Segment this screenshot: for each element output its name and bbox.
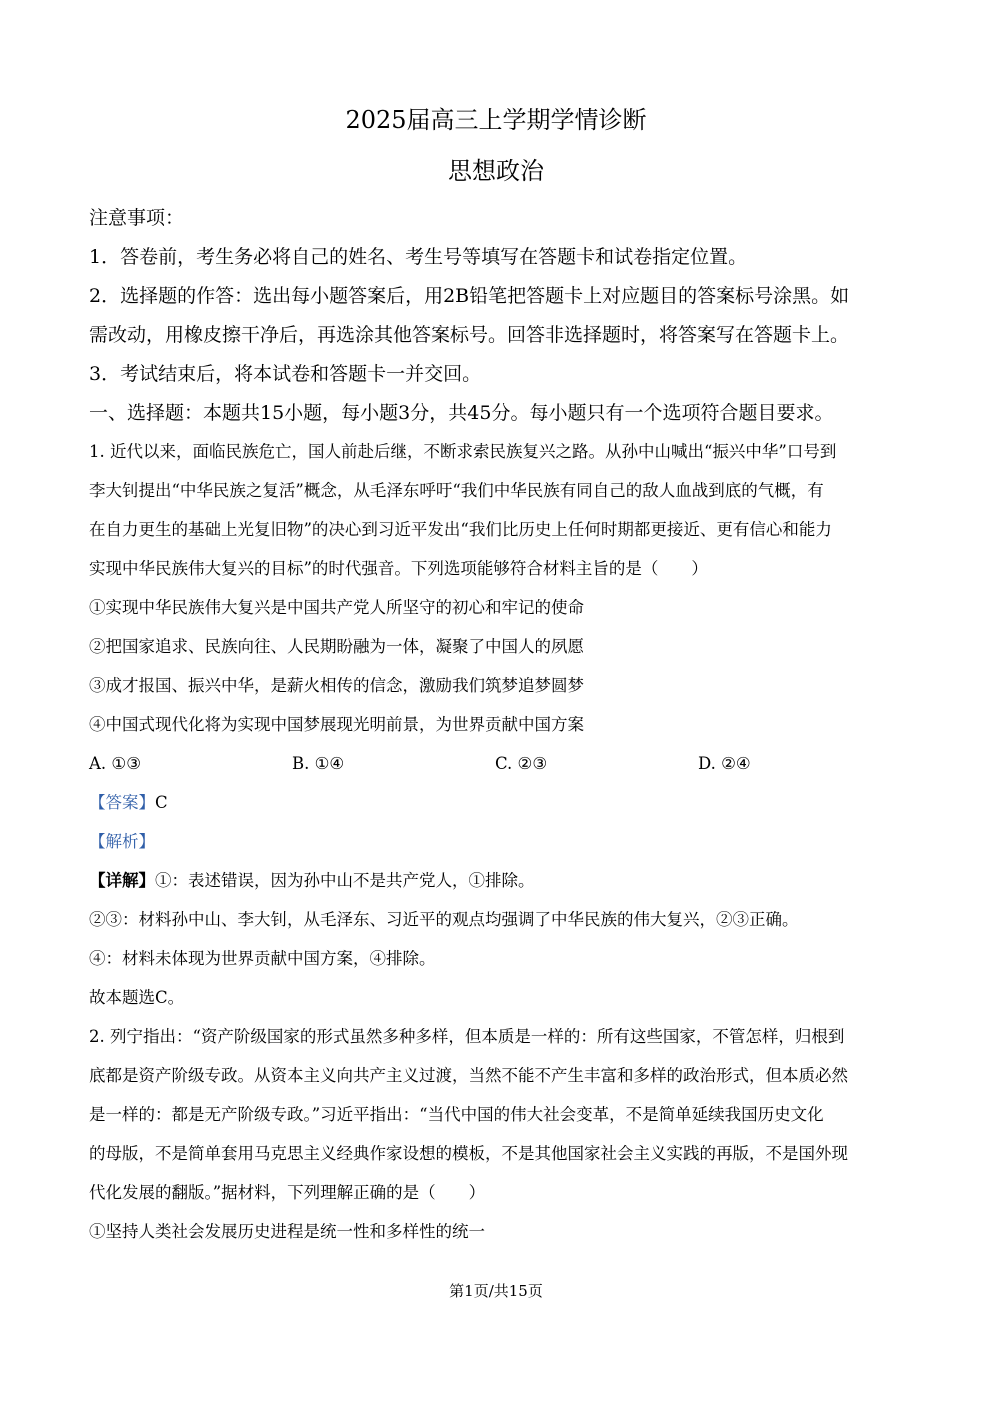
detail-text-1: ①：表述错误，因为孙中山不是共产党人，①排除。 — [155, 871, 535, 890]
analysis-label: 【解析】 — [89, 832, 155, 851]
q2-statement-1: ①坚持人类社会发展历史进程是统一性和多样性的统一 — [89, 1222, 485, 1241]
q1-option-c: C. ②③ — [495, 754, 548, 773]
detail-label: 【详解】 — [89, 871, 155, 890]
notice-item-1: 1．答卷前，考生务必将自己的姓名、考生号等填写在答题卡和试卷指定位置。 — [89, 246, 748, 268]
q1-conclusion: 故本题选C。 — [89, 988, 185, 1007]
q1-option-a: A. ①③ — [89, 754, 141, 773]
answer-label: 【答案】 — [89, 793, 155, 812]
q1-answer — [89, 791, 901, 815]
q1-detail-line-2: ②③：材料孙中山、李大钊，从毛泽东、习近平的观点均强调了中华民族的伟大复兴，②③正确。 — [89, 910, 799, 929]
q2-stem-line-3: 是一样的：都是无产阶级专政。”习近平指出：“当代中国的伟大社会变革，不是简单延续我国历史文化 — [89, 1105, 824, 1124]
notice-heading: 注意事项： — [89, 207, 185, 229]
section-heading: 一、选择题：本题共15小题，每小题3分，共45分。每小题只有一个选项符合题目要求。 — [89, 402, 834, 424]
answer-value: C — [155, 793, 168, 812]
q1-statement-2: ②把国家追求、民族向往、人民期盼融为一体，凝聚了中国人的夙愿 — [89, 637, 584, 656]
q1-option-b: B. ①④ — [292, 754, 345, 773]
q1-stem-line-1: 1. 近代以来，面临民族危亡，国人前赴后继，不断求索民族复兴之路。从孙中山喊出“振兴中华”口号到 — [89, 442, 837, 461]
exam-title: 2025届高三上学期学情诊断 — [345, 106, 647, 134]
q2-stem-line-1: 2. 列宁指出：“资产阶级国家的形式虽然多种多样，但本质是一样的：所有这些国家，不管怎样，归根到 — [89, 1027, 845, 1046]
q1-option-d: D. ②④ — [698, 754, 751, 773]
q1-stem-line-4: 实现中华民族伟大复兴的目标”的时代强音。下列选项能够符合材料主旨的是（ ） — [89, 559, 708, 578]
q1-stem-line-2: 李大钊提出“中华民族之复活”概念，从毛泽东呼吁“我们中华民族有同自己的敌人血战到底的气概，有 — [89, 481, 824, 500]
q1-detail-line-1 — [89, 869, 901, 893]
q2-stem-line-5: 代化发展的翻版。”据材料，下列理解正确的是（ ） — [89, 1183, 486, 1202]
page-number: 第1页/共15页 — [449, 1282, 543, 1300]
notice-item-2-line-1: 2．选择题的作答：选出每小题答案后，用2B铅笔把答题卡上对应题目的答案标号涂黑。如 — [89, 285, 850, 307]
q1-detail-line-3: ④：材料未体现为世界贡献中国方案，④排除。 — [89, 949, 436, 968]
q2-stem-line-4: 的母版，不是简单套用马克思主义经典作家设想的模板，不是其他国家社会主义实践的再版，不是国外现 — [89, 1144, 848, 1163]
q2-stem-line-2: 底都是资产阶级专政。从资本主义向共产主义过渡，当然不能不产生丰富和多样的政治形式，但本质必然 — [89, 1066, 848, 1085]
q1-statement-3: ③成才报国、振兴中华，是薪火相传的信念，激励我们筑梦追梦圆梦 — [89, 676, 584, 695]
q1-stem-line-3: 在自力更生的基础上光复旧物”的决心到习近平发出“我们比历史上任何时期都更接近、更有信心和能力 — [89, 520, 832, 539]
notice-item-3: 3．考试结束后，将本试卷和答题卡一并交回。 — [89, 363, 482, 385]
notice-item-2-line-2: 需改动，用橡皮擦干净后，再选涂其他答案标号。回答非选择题时，将答案写在答题卡上。 — [89, 324, 850, 346]
q1-analysis — [89, 830, 901, 854]
q1-statement-4: ④中国式现代化将为实现中国梦展现光明前景，为世界贡献中国方案 — [89, 715, 584, 734]
subject-title: 思想政治 — [448, 157, 544, 185]
q1-statement-1: ①实现中华民族伟大复兴是中国共产党人所坚守的初心和牢记的使命 — [89, 598, 584, 617]
